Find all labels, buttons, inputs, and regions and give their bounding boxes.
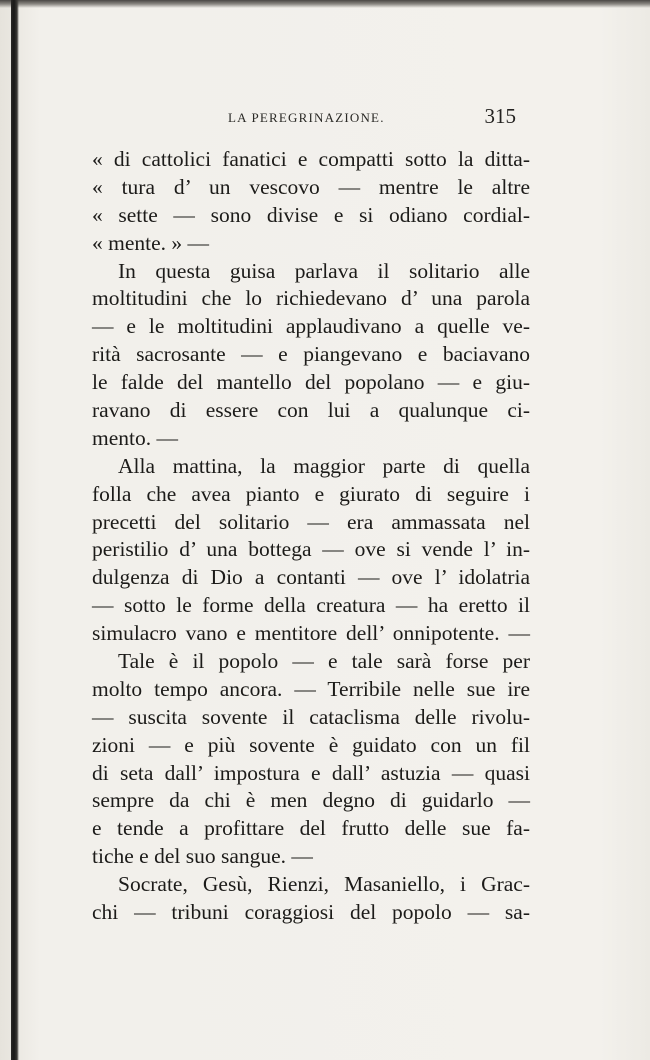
text-line: le falde del mantello del popolano — e giu- <box>92 370 530 395</box>
text-line: — suscita sovente il cataclisma delle rivolu- <box>92 704 530 729</box>
page-top-edge <box>0 0 650 8</box>
binding-gutter <box>11 0 19 1060</box>
text-line: ravano di essere con lui a qualunque ci- <box>92 398 530 423</box>
text-line: « tura d’ un vescovo — mentre le altre <box>92 174 530 199</box>
page-number: 315 <box>484 104 516 128</box>
running-title: LA PEREGRINAZIONE. <box>228 110 385 125</box>
text-line-paragraph-start: Alla mattina, la maggior parte di quella <box>118 453 530 478</box>
text-line: peristilio d’ una bottega — ove si vende l’ in- <box>92 537 530 562</box>
text-line: precetti del solitario — era ammassata nel <box>92 509 530 534</box>
text-line: di seta dall’ impostura e dall’ astuzia — quasi <box>92 760 530 785</box>
text-line: dulgenza di Dio a contanti — ove l’ idolatria <box>92 565 530 590</box>
text-line-paragraph-start: Tale è il popolo — e tale sarà forse per <box>118 649 530 674</box>
text-line: zioni — e più sovente è guidato con un fil <box>92 732 530 757</box>
page-header <box>118 104 516 130</box>
text-line: chi — tribuni coraggiosi del popolo — sa- <box>92 900 530 925</box>
text-line: e tende a profittare del frutto delle sue fa- <box>92 816 530 841</box>
text-line-paragraph-start: In questa guisa parlava il solitario alle <box>118 258 530 283</box>
text-line: « di cattolici fanatici e compatti sotto la ditta- <box>92 147 530 171</box>
text-line: rità sacrosante — e piangevano e baciavano <box>92 342 530 367</box>
text-line: — e le moltitudini applaudivano a quelle ve- <box>92 314 530 339</box>
body-text <box>92 146 530 927</box>
text-line: « sette — sono divise e si odiano cordial- <box>92 202 530 227</box>
text-line: moltitudini che lo richiedevano d’ una parola <box>92 286 530 311</box>
text-line: folla che avea pianto e giurato di seguire i <box>92 481 530 506</box>
text-line: mento. — <box>92 425 178 450</box>
text-line: sempre da chi è men degno di guidarlo — <box>92 788 530 813</box>
text-line: tiche e del suo sangue. — <box>92 844 313 869</box>
text-line: simulacro vano e mentitore dell’ onnipotente. — <box>92 621 530 646</box>
text-line: « mente. » — <box>92 230 210 255</box>
text-line: molto tempo ancora. — Terribile nelle sue ire <box>92 676 530 701</box>
text-line-paragraph-start: Socrate, Gesù, Rienzi, Masaniello, i Grac- <box>118 872 530 897</box>
text-line: — sotto le forme della creatura — ha eretto il <box>92 593 530 618</box>
